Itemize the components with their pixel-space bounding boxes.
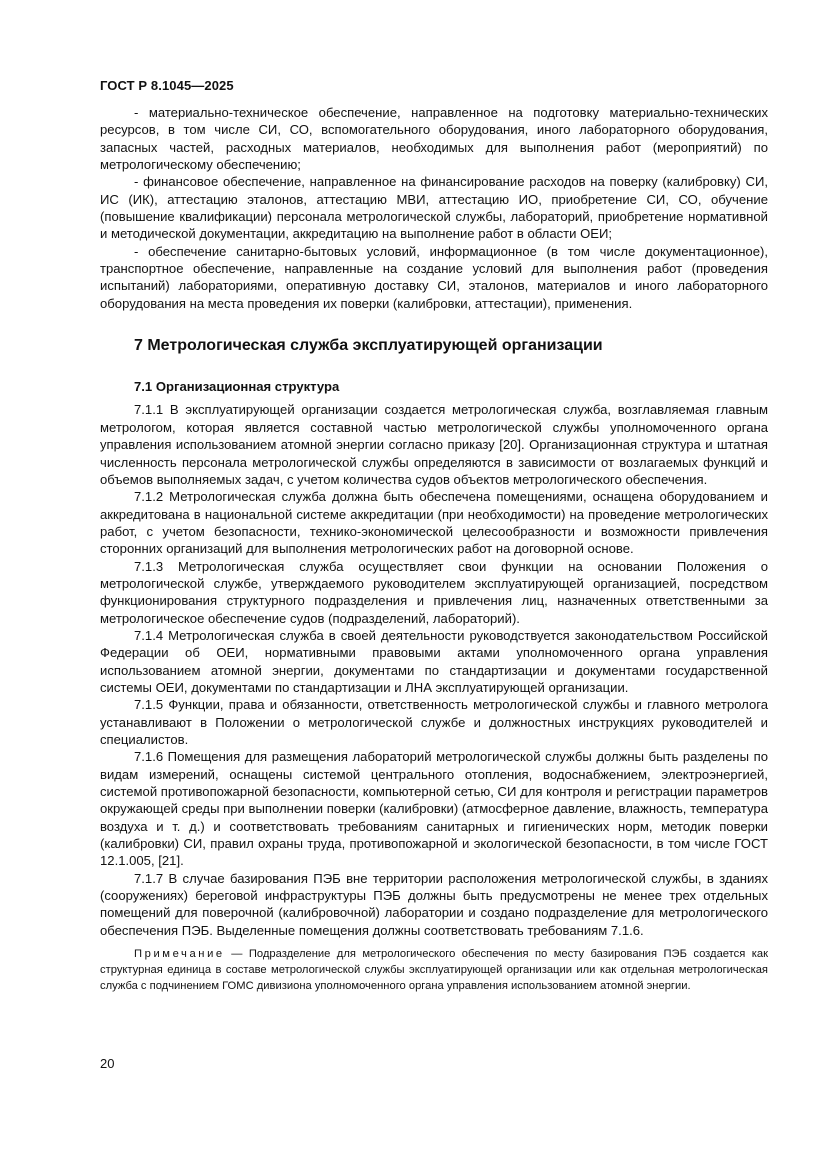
page-number: 20 bbox=[100, 1056, 115, 1071]
paragraph-7-1-7: 7.1.7 В случае базирования ПЭБ вне территории расположения метрологической службы, в зданиях (сооружениях) береговой инфраструктуры ПЭБ должны быть предусмотрены не менее трех отдельных помещений для поверочной (калибровочной) лаборатории и создано подразделение для метрологического обеспечения ПЭБ. Выделенные помещения должны соответствовать требованиям 7.1.6. bbox=[100, 870, 768, 938]
paragraph-7-1-5: 7.1.5 Функции, права и обязанности, ответственность метрологической службы и главного метролога устанавливают в Положении о метрологической службе и должностных инструкциях руководителей и специалистов. bbox=[100, 697, 768, 747]
note-label: Примечание bbox=[134, 948, 225, 961]
document-body bbox=[100, 104, 768, 994]
subsection-heading: 7.1 Организационная структура bbox=[134, 379, 340, 395]
document-code: ГОСТ Р 8.1045—2025 bbox=[100, 78, 234, 93]
paragraph-7-1-1: 7.1.1 В эксплуатирующей организации создается метрологическая служба, возглавляемая главным метрологом, которая является составной частью метрологической службы уполномоченного органа управления использованием атомной энергии согласно приказу [20]. Организационная структура и штатная численность персонала метрологической службы определяются в зависимости от возлагаемых функций и объемов выполняемых задач, с учетом количества судов объектов метрологического обеспечения. bbox=[100, 402, 768, 487]
note-dash: — bbox=[231, 948, 243, 961]
list-item: - материально-техническое обеспечение, направленное на подготовку материально-технических ресурсов, в том числе СИ, СО, вспомогательного оборудования, иного лабораторного оборудования, запасных частей, расходных материалов, необходимых для выполнения работ (мероприятий) по метрологическому обеспечению; bbox=[100, 105, 768, 173]
paragraph-7-1-4: 7.1.4 Метрологическая служба в своей деятельности руководствуется законодательством Российской Федерации об ОЕИ, нормативными правовыми актами уполномоченного органа управления использованием атомной энергии, документами по стандартизации и документами государственной системы ОЕИ, документами по стандартизации и ЛНА эксплуатирующей организации. bbox=[100, 627, 768, 695]
paragraph-7-1-3: 7.1.3 Метрологическая служба осуществляет свои функции на основании Положения о метрологической службе, утверждаемого руководителем эксплуатирующей организацией, посредством функционирования структурного подразделения и привлечения лиц, назначенных ответственными за метрологическое обеспечение судов (подразделений, лабораторий). bbox=[100, 558, 768, 626]
note-text: Подразделение для метрологического обеспечения по месту базирования ПЭБ создается как структурная единица в составе метрологической службы эксплуатирующей организации или как отдельная метрологическая служба с подчинением ГОМС дивизиона уполномоченного органа управления использованием атомной энергии. bbox=[100, 948, 768, 993]
paragraph-7-1-6: 7.1.6 Помещения для размещения лабораторий метрологической службы должны быть разделены по видам измерений, оснащены системой центрального отопления, водоснабжением, электроэнергией, системой противопожарной безопасности, компьютерной сетью, СИ для контроля и регистрации параметров окружающей среды при выполнении поверки (калибровки) (атмосферное давление, влажность, температура воздуха и т. д.) и соответствовать требованиям санитарных и гигиенических норм, методик поверки (калибровки) СИ, правил охраны труда, противопожарной и экологической безопасности, в том числе ГОСТ 12.1.005, [21]. bbox=[100, 749, 768, 869]
section-heading: 7 Метрологическая служба эксплуатирующей организации bbox=[134, 337, 603, 355]
note bbox=[100, 946, 768, 994]
list-item: - обеспечение санитарно-бытовых условий, информационное (в том числе документационное), транспортное обеспечение, направленные на создание условий для выполнения работ (проведения испытаний) лабораториями, оперативную доставку СИ, эталонов, материалов и иного лабораторного оборудования на места проведения их поверки (калибровки, аттестации), применения. bbox=[100, 243, 768, 311]
paragraph-7-1-2: 7.1.2 Метрологическая служба должна быть обеспечена помещениями, оснащена оборудованием и аккредитована в национальной системе аккредитации (при необходимости) на проведение метрологических работ, с учетом безопасности, технико-экономической целесообразности и возможности привлечения сторонних организаций для выполнения метрологических работ на договорной основе. bbox=[100, 489, 768, 557]
list-item: - финансовое обеспечение, направленное на финансирование расходов на поверку (калибровку) СИ, ИС (ИК), аттестацию эталонов, аттестацию МВИ, аттестацию ИО, приобретение СИ, СО, обучение (повышение квалификации) персонала метрологической службы, лабораторий, приобретение нормативной и методической документации, аккредитацию на выполнение работ в области ОЕИ; bbox=[100, 174, 768, 242]
